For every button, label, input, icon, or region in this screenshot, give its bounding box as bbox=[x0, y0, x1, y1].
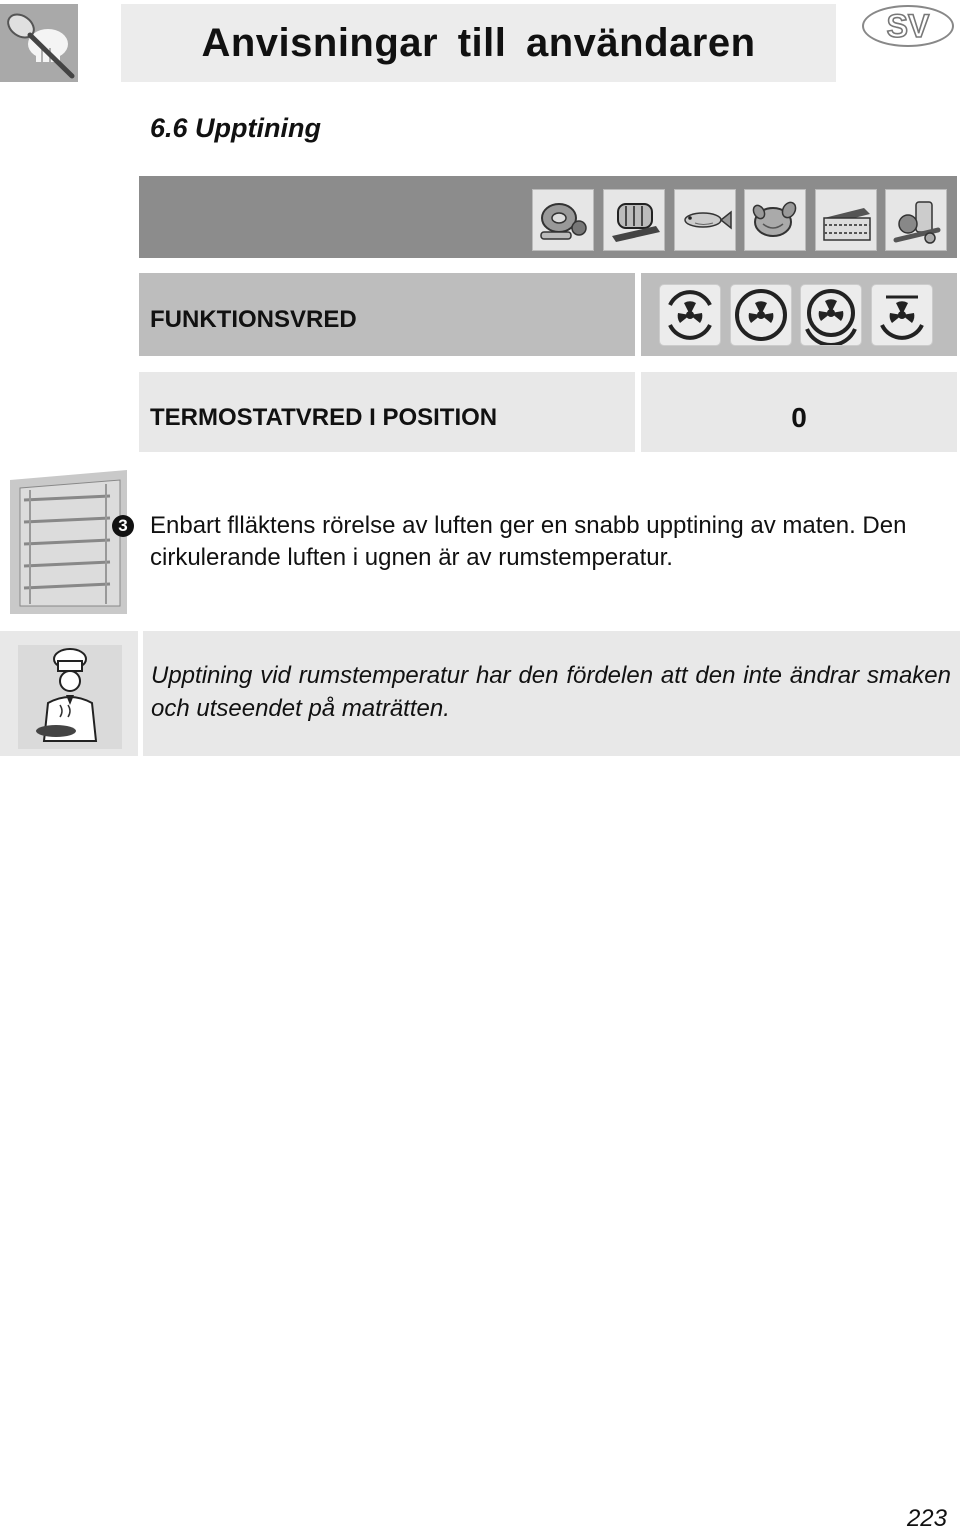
fan-circle-icon bbox=[730, 284, 792, 346]
cake-icon bbox=[815, 189, 877, 251]
page-header-title: Anvisningar till användaren bbox=[201, 20, 756, 65]
oven-shelf-illustration bbox=[10, 470, 127, 614]
language-badge: SV bbox=[862, 5, 954, 47]
tip-icon-cell bbox=[0, 631, 138, 756]
thermostat-label-cell bbox=[139, 372, 635, 452]
food-icon-row bbox=[139, 176, 957, 258]
chef-icon bbox=[0, 631, 138, 756]
fan-bottom-icon bbox=[871, 284, 933, 346]
tip-text: Upptining vid rumstemperatur har den fördelen att den inte ändrar smaken och utseendet på maträtten. bbox=[151, 662, 951, 722]
function-label: FUNKTIONSVRED bbox=[150, 306, 357, 333]
description-text: Enbart flläktens rörelse av luften ger en snabb upptining av maten. Den cirkulerande luften i ugnen är av rumstemperatur. bbox=[150, 512, 907, 571]
function-icons-cell bbox=[641, 273, 957, 356]
spoon-chef-hat-icon bbox=[0, 4, 78, 82]
meat-icon bbox=[532, 189, 594, 251]
bread-icon bbox=[603, 189, 665, 251]
fan-icon bbox=[659, 284, 721, 346]
oven-rack-icon bbox=[10, 470, 127, 614]
vegetables-icon bbox=[885, 189, 947, 251]
thermostat-value-cell bbox=[641, 372, 957, 452]
thermostat-value: 0 bbox=[791, 402, 807, 433]
section-title: 6.6 Upptining bbox=[150, 113, 321, 143]
header-bar bbox=[121, 4, 836, 82]
brand-logo bbox=[0, 4, 78, 82]
tip-text-cell bbox=[143, 631, 960, 756]
fan-heat-icon bbox=[800, 284, 862, 346]
thermostat-label: TERMOSTATVRED I POSITION bbox=[150, 404, 498, 431]
poultry-icon bbox=[744, 189, 806, 251]
function-label-cell bbox=[139, 273, 635, 356]
fish-icon bbox=[674, 189, 736, 251]
page-number: 223 bbox=[906, 1505, 947, 1532]
shelf-number-badge: 3 bbox=[112, 515, 134, 537]
